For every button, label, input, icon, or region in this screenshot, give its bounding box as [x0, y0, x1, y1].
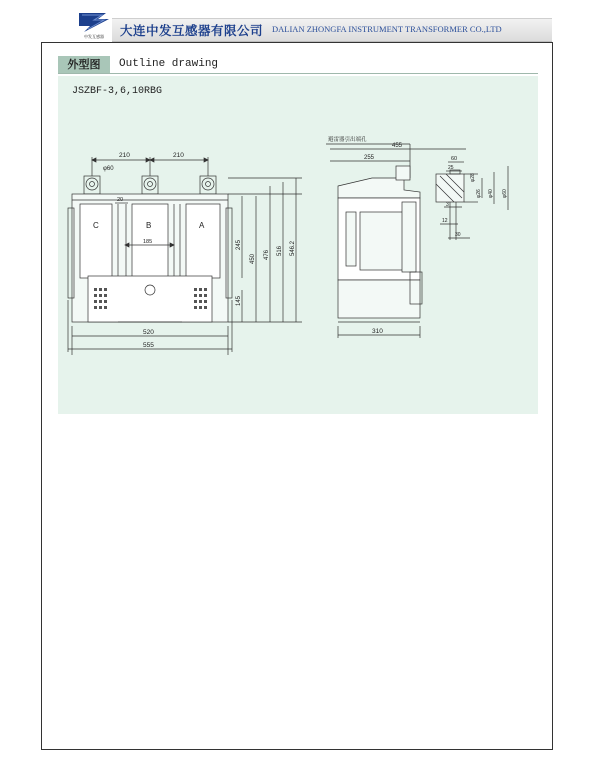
company-name-cn: 大连中发互感器有限公司: [120, 23, 264, 38]
front-view: [68, 152, 302, 355]
dim-25: 25: [448, 165, 454, 171]
dim-450: 450: [250, 253, 256, 264]
dim-inner: 185: [143, 239, 153, 245]
section-title-en: Outline drawing: [119, 58, 219, 70]
dim-3: 3: [446, 202, 449, 208]
dim-145: 145: [236, 295, 242, 306]
company-name-en: DALIAN ZHONGFA INSTRUMENT TRANSFORMER CO.,LTD: [272, 24, 502, 34]
dim-476: 476: [264, 249, 270, 260]
section-title-cn: 外型图: [58, 56, 110, 73]
terminal-a: [200, 176, 216, 194]
side-top-cover: [338, 178, 420, 198]
logo-caption: 中发互感器: [84, 34, 104, 39]
dim-30: 30: [455, 232, 461, 238]
dim-60: 60: [451, 156, 458, 162]
arrester-note: 避雷器引出端孔: [328, 137, 367, 143]
dim-dia-60: φ60: [502, 189, 508, 198]
terminal-detail: [436, 156, 508, 240]
phase-label-b: B: [146, 221, 152, 230]
secondary-terminal-box: [88, 276, 212, 322]
terminal-b: [142, 176, 158, 194]
dim-dia-40: φ40: [488, 189, 494, 198]
phase-label-c: C: [93, 221, 99, 230]
side-terminal: [396, 166, 410, 180]
phase-label-a: A: [199, 221, 205, 230]
dim-dia-28: φ28: [470, 173, 476, 182]
dim-255: 255: [364, 155, 375, 161]
dim-dia-26: φ26: [476, 189, 482, 198]
dim-12: 12: [442, 218, 448, 224]
phase-a-window: [186, 204, 220, 278]
terminal-c: [84, 176, 100, 194]
dim-310: 310: [372, 328, 383, 335]
side-view: [326, 135, 508, 338]
dim-spacing-left: 210: [119, 152, 130, 159]
dim-520: 520: [143, 329, 154, 336]
dim-245: 245: [236, 239, 242, 250]
phase-c-window: [80, 204, 112, 278]
dim-555: 555: [143, 342, 154, 349]
dim-spacing-right: 210: [173, 152, 184, 159]
terminal-diameter: φ60: [103, 166, 114, 172]
side-base: [338, 280, 420, 318]
model-number: JSZBF-3,6,10RBG: [72, 86, 163, 97]
dim-small: 20: [117, 197, 124, 203]
dim-455: 455: [392, 143, 403, 149]
dim-546: 546.2: [290, 240, 296, 256]
dim-516: 516: [277, 245, 283, 256]
